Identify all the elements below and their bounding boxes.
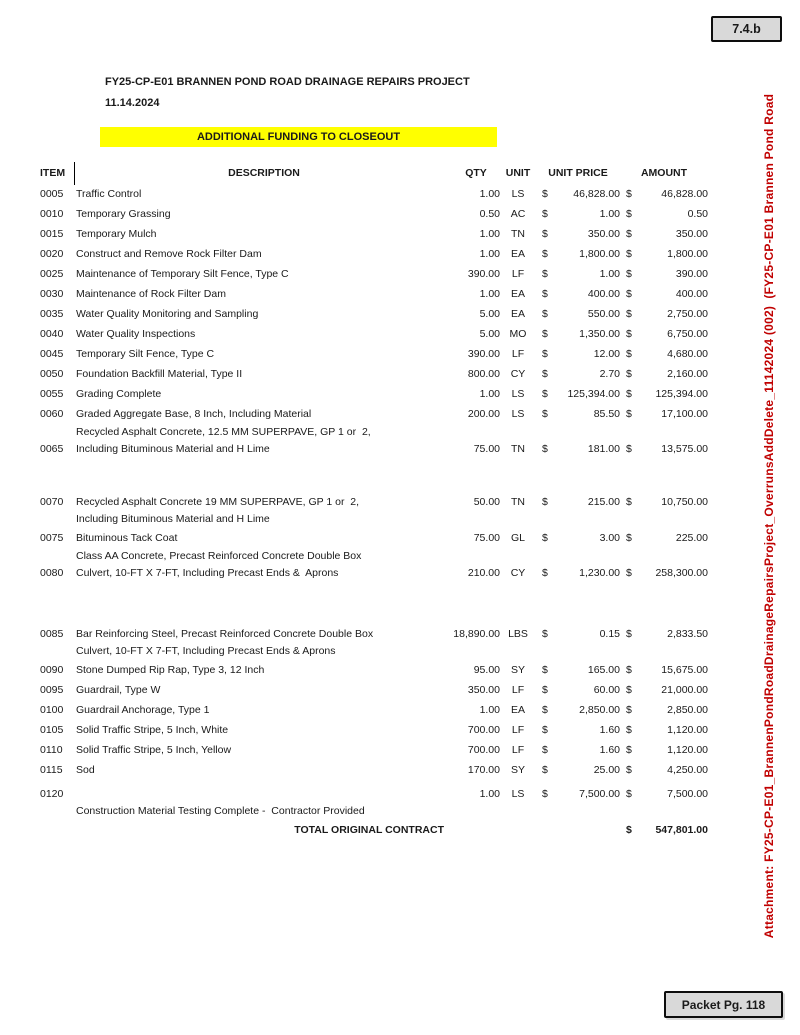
unit-price-value: 350.00	[587, 228, 620, 240]
item-number: 0020	[40, 248, 64, 260]
currency-symbol: $	[626, 408, 632, 420]
description-cell	[76, 786, 452, 820]
item-number: 0055	[40, 388, 64, 400]
item-number: 0005	[40, 188, 64, 200]
description-cell	[76, 548, 452, 582]
qty-value: 390.00	[467, 348, 500, 360]
table-row	[40, 264, 708, 284]
unit-value: CY	[510, 567, 526, 579]
amount-value: 350.00	[675, 228, 708, 240]
item-number: 0070	[40, 496, 64, 508]
column-header-unit-price: UNIT PRICE	[548, 167, 608, 179]
table-row	[40, 660, 708, 680]
unit-price-value: 165.00	[587, 664, 620, 676]
table-row	[40, 204, 708, 224]
table-header-row	[40, 163, 708, 183]
unit-value: LF	[511, 348, 525, 360]
item-number: 0110	[40, 744, 63, 756]
unit-value: LS	[511, 408, 525, 420]
currency-symbol: $	[626, 208, 632, 220]
currency-symbol: $	[626, 328, 632, 340]
description-line: Foundation Backfill Material, Type II	[76, 368, 243, 380]
item-number: 0085	[40, 628, 64, 640]
unit-price-value: 1.00	[599, 268, 620, 280]
currency-symbol: $	[626, 268, 632, 280]
description-line: Grading Complete	[76, 388, 162, 400]
item-number: 0080	[40, 567, 64, 579]
currency-symbol: $	[626, 704, 632, 716]
item-number: 0120	[40, 788, 64, 800]
description-cell	[76, 700, 452, 720]
unit-price-value: 550.00	[587, 308, 620, 320]
description-line: Temporary Mulch	[76, 228, 157, 240]
amount-value: 2,850.00	[667, 704, 708, 716]
agenda-item-tag	[711, 16, 782, 42]
item-number: 0075	[40, 532, 64, 544]
currency-symbol: $	[542, 788, 548, 800]
description-cell	[76, 264, 452, 284]
total-row	[40, 820, 708, 840]
table-row	[40, 304, 708, 324]
table-row	[40, 324, 708, 344]
unit-price-value: 1.00	[599, 208, 620, 220]
currency-symbol: $	[626, 248, 632, 260]
amount-value: 13,575.00	[661, 443, 708, 455]
item-number: 0105	[40, 724, 64, 736]
amount-value: 1,120.00	[667, 744, 708, 756]
currency-symbol: $	[542, 228, 548, 240]
item-number: 0010	[40, 208, 64, 220]
unit-value: LS	[511, 788, 525, 800]
description-cell	[76, 404, 452, 424]
column-header-description: DESCRIPTION	[228, 167, 300, 179]
currency-symbol: $	[542, 764, 548, 776]
table-row	[40, 224, 708, 244]
currency-symbol: $	[626, 368, 632, 380]
item-number: 0060	[40, 408, 64, 420]
qty-value: 5.00	[479, 308, 500, 320]
qty-value: 95.00	[473, 664, 500, 676]
currency-symbol: $	[542, 288, 548, 300]
amount-value: 2,160.00	[667, 368, 708, 380]
agenda-item-tag-label: 7.4.b	[732, 22, 761, 36]
description-line: Bar Reinforcing Steel, Precast Reinforced Concrete Double Box	[76, 628, 374, 640]
description-cell	[76, 284, 452, 304]
description-line: Maintenance of Temporary Silt Fence, Type C	[76, 268, 289, 280]
amount-value: 0.50	[687, 208, 708, 220]
unit-price-value: 46,828.00	[573, 188, 620, 200]
title-block	[105, 72, 470, 114]
qty-value: 0.50	[479, 208, 500, 220]
currency-symbol: $	[542, 348, 548, 360]
table-row	[40, 244, 708, 264]
description-cell	[76, 204, 452, 224]
description-line: Maintenance of Rock Filter Dam	[76, 288, 226, 300]
unit-price-value: 12.00	[593, 348, 620, 360]
qty-value: 170.00	[467, 764, 500, 776]
qty-value: 1.00	[479, 704, 500, 716]
qty-value: 200.00	[467, 408, 500, 420]
qty-value: 1.00	[479, 248, 500, 260]
unit-value: TN	[511, 228, 525, 240]
currency-symbol: $	[626, 443, 632, 455]
table-row	[40, 528, 708, 548]
description-line: Construction Material Testing Complete - Contractor Provided	[76, 805, 365, 817]
description-line: Culvert, 10-FT X 7-FT, Including Precast Ends & Aprons	[76, 567, 339, 579]
unit-price-value: 1.60	[599, 724, 620, 736]
unit-price-value: 125,394.00	[567, 388, 620, 400]
table-row	[40, 786, 708, 820]
item-number: 0030	[40, 288, 64, 300]
unit-price-value: 1,350.00	[579, 328, 620, 340]
amount-value: 1,800.00	[667, 248, 708, 260]
unit-price-value: 1.60	[599, 744, 620, 756]
currency-symbol: $	[626, 724, 632, 736]
currency-symbol: $	[626, 744, 632, 756]
qty-value: 800.00	[467, 368, 500, 380]
funding-banner: ADDITIONAL FUNDING TO CLOSEOUT	[100, 127, 497, 147]
item-number: 0035	[40, 308, 64, 320]
qty-value: 1.00	[479, 388, 500, 400]
currency-symbol: $	[542, 443, 548, 455]
currency-symbol: $	[542, 684, 548, 696]
description-cell	[76, 384, 452, 404]
table-row	[40, 720, 708, 740]
table-row	[40, 626, 708, 660]
unit-value: LF	[511, 268, 525, 280]
total-currency-symbol: $	[626, 824, 632, 836]
item-number: 0095	[40, 684, 64, 696]
text-cursor-caret	[74, 162, 75, 185]
table-row	[40, 740, 708, 760]
amount-value: 4,680.00	[667, 348, 708, 360]
amount-value: 15,675.00	[661, 664, 708, 676]
currency-symbol: $	[626, 228, 632, 240]
description-cell	[76, 424, 452, 458]
unit-value: TN	[511, 443, 525, 455]
description-cell	[76, 244, 452, 264]
qty-value: 1.00	[479, 228, 500, 240]
column-header-unit: UNIT	[505, 167, 531, 179]
unit-price-value: 215.00	[587, 496, 620, 508]
description-line: Temporary Silt Fence, Type C	[76, 348, 215, 360]
description-cell	[76, 364, 452, 384]
currency-symbol: $	[626, 288, 632, 300]
description-line: Graded Aggregate Base, 8 Inch, Including Material	[76, 408, 312, 420]
currency-symbol: $	[542, 744, 548, 756]
currency-symbol: $	[542, 208, 548, 220]
description-cell	[76, 740, 452, 760]
currency-symbol: $	[542, 368, 548, 380]
packet-page-label: Packet Pg. 118	[681, 997, 766, 1012]
description-line: Temporary Grassing	[76, 208, 171, 220]
table-row	[40, 548, 708, 582]
item-number: 0115	[40, 764, 63, 776]
unit-value: AC	[510, 208, 526, 220]
description-line: Guardrail, Type W	[76, 684, 161, 696]
amount-value: 2,833.50	[667, 628, 708, 640]
item-number: 0090	[40, 664, 64, 676]
description-cell	[76, 680, 452, 700]
description-line: Bituminous Tack Coat	[76, 532, 178, 544]
table-row	[40, 184, 708, 204]
currency-symbol: $	[626, 628, 632, 640]
description-line: Including Bituminous Material and H Lime	[76, 513, 270, 525]
amount-value: 4,250.00	[667, 764, 708, 776]
qty-value: 50.00	[473, 496, 500, 508]
description-line: Water Quality Monitoring and Sampling	[76, 308, 259, 320]
description-line	[76, 786, 452, 803]
table-row	[40, 344, 708, 364]
unit-value: EA	[510, 288, 525, 300]
currency-symbol: $	[542, 628, 548, 640]
unit-value: LF	[511, 744, 525, 756]
description-line: Construct and Remove Rock Filter Dam	[76, 248, 262, 260]
unit-value: LBS	[508, 628, 528, 640]
qty-value: 350.00	[467, 684, 500, 696]
column-header-amount: AMOUNT	[640, 167, 688, 179]
table-row	[40, 680, 708, 700]
column-header-qty: QTY	[465, 167, 487, 179]
unit-value: CY	[510, 368, 526, 380]
table-row	[40, 364, 708, 384]
qty-value: 5.00	[479, 328, 500, 340]
unit-price-value: 1,800.00	[579, 248, 620, 260]
amount-value: 258,300.00	[655, 567, 708, 579]
amount-value: 390.00	[675, 268, 708, 280]
total-label: TOTAL ORIGINAL CONTRACT	[294, 824, 444, 836]
unit-value: SY	[510, 764, 525, 776]
unit-price-value: 60.00	[593, 684, 620, 696]
description-line: Guardrail Anchorage, Type 1	[76, 704, 210, 716]
unit-price-value: 400.00	[587, 288, 620, 300]
currency-symbol: $	[626, 764, 632, 776]
unit-value: LF	[511, 724, 525, 736]
currency-symbol: $	[542, 704, 548, 716]
currency-symbol: $	[626, 348, 632, 360]
amount-value: 125,394.00	[655, 388, 708, 400]
currency-symbol: $	[542, 268, 548, 280]
qty-value: 1.00	[479, 288, 500, 300]
description-cell	[76, 720, 452, 740]
unit-value: LF	[511, 684, 525, 696]
currency-symbol: $	[542, 188, 548, 200]
qty-value: 75.00	[473, 443, 500, 455]
description-line: Traffic Control	[76, 188, 142, 200]
description-cell	[76, 304, 452, 324]
description-line: Class AA Concrete, Precast Reinforced Concrete Double Box	[76, 550, 362, 562]
unit-price-value: 7,500.00	[579, 788, 620, 800]
amount-value: 17,100.00	[661, 408, 708, 420]
table-row	[40, 494, 708, 528]
table-row	[40, 424, 708, 458]
unit-value: LS	[511, 388, 525, 400]
qty-value: 1.00	[479, 788, 500, 800]
description-line: Recycled Asphalt Concrete 19 MM SUPERPAVE, GP 1 or 2,	[76, 496, 360, 508]
description-line: Solid Traffic Stripe, 5 Inch, Yellow	[76, 744, 232, 756]
description-line: Sod	[76, 764, 95, 776]
unit-price-value: 25.00	[593, 764, 620, 776]
currency-symbol: $	[626, 567, 632, 579]
currency-symbol: $	[542, 664, 548, 676]
unit-price-value: 2.70	[599, 368, 620, 380]
item-number: 0050	[40, 368, 64, 380]
table-row	[40, 284, 708, 304]
unit-price-value: 3.00	[599, 532, 620, 544]
currency-symbol: $	[542, 408, 548, 420]
unit-value: GL	[510, 532, 525, 544]
currency-symbol: $	[542, 388, 548, 400]
currency-symbol: $	[626, 308, 632, 320]
qty-value: 700.00	[467, 724, 500, 736]
unit-value: EA	[510, 308, 525, 320]
item-number: 0015	[40, 228, 64, 240]
item-number: 0100	[40, 704, 64, 716]
unit-price-value: 85.50	[593, 408, 620, 420]
table-row	[40, 404, 708, 424]
table-rows	[40, 184, 708, 820]
qty-value: 18,890.00	[453, 628, 500, 640]
item-number: 0065	[40, 443, 64, 455]
unit-value: EA	[510, 704, 525, 716]
unit-price-value: 2,850.00	[579, 704, 620, 716]
attachment-sidebar-text: Attachment: FY25-CP-E01_BrannenPondRoadDrainageRepairsProject_OverrunsAddDelete_11142024 (002) (FY25-CP-E01 Brannen Pond Road	[762, 93, 776, 939]
currency-symbol: $	[626, 388, 632, 400]
amount-value: 2,750.00	[667, 308, 708, 320]
description-cell	[76, 660, 452, 680]
currency-symbol: $	[542, 496, 548, 508]
currency-symbol: $	[542, 308, 548, 320]
contract-items-table	[40, 163, 708, 840]
amount-value: 6,750.00	[667, 328, 708, 340]
description-line: Solid Traffic Stripe, 5 Inch, White	[76, 724, 229, 736]
description-line: Water Quality Inspections	[76, 328, 196, 340]
currency-symbol: $	[542, 328, 548, 340]
project-title: FY25-CP-E01 BRANNEN POND ROAD DRAINAGE REPAIRS PROJECT	[105, 76, 470, 88]
unit-value: LS	[511, 188, 525, 200]
currency-symbol: $	[626, 532, 632, 544]
table-row	[40, 384, 708, 404]
column-header-item: ITEM	[40, 167, 66, 179]
amount-value: 10,750.00	[661, 496, 708, 508]
unit-value: MO	[509, 328, 527, 340]
currency-symbol: $	[626, 188, 632, 200]
unit-value: SY	[510, 664, 525, 676]
description-line: Stone Dumped Rip Rap, Type 3, 12 Inch	[76, 664, 265, 676]
table-row	[40, 760, 708, 780]
item-number: 0025	[40, 268, 64, 280]
packet-page-box	[664, 991, 783, 1018]
currency-symbol: $	[542, 724, 548, 736]
amount-value: 225.00	[675, 532, 708, 544]
description-line: Recycled Asphalt Concrete, 12.5 MM SUPERPAVE, GP 1 or 2,	[76, 426, 371, 438]
unit-price-value: 181.00	[587, 443, 620, 455]
currency-symbol: $	[542, 248, 548, 260]
currency-symbol: $	[626, 684, 632, 696]
currency-symbol: $	[626, 664, 632, 676]
qty-value: 1.00	[479, 188, 500, 200]
unit-value: EA	[510, 248, 525, 260]
description-cell	[76, 626, 452, 660]
description-cell	[76, 494, 452, 528]
amount-value: 46,828.00	[661, 188, 708, 200]
total-amount: 547,801.00	[655, 824, 708, 836]
qty-value: 700.00	[467, 744, 500, 756]
currency-symbol: $	[626, 496, 632, 508]
currency-symbol: $	[626, 788, 632, 800]
table-row	[40, 700, 708, 720]
unit-value: TN	[511, 496, 525, 508]
currency-symbol: $	[542, 567, 548, 579]
description-cell	[76, 528, 452, 548]
description-cell	[76, 344, 452, 364]
description-line: Culvert, 10-FT X 7-FT, Including Precast Ends & Aprons	[76, 645, 336, 657]
amount-value: 1,120.00	[667, 724, 708, 736]
unit-price-value: 1,230.00	[579, 567, 620, 579]
amount-value: 400.00	[675, 288, 708, 300]
item-number: 0040	[40, 328, 64, 340]
qty-value: 75.00	[473, 532, 500, 544]
amount-value: 21,000.00	[661, 684, 708, 696]
description-cell	[76, 760, 452, 780]
unit-price-value: 0.15	[599, 628, 620, 640]
description-cell	[76, 224, 452, 244]
qty-value: 390.00	[467, 268, 500, 280]
currency-symbol: $	[542, 532, 548, 544]
item-number: 0045	[40, 348, 64, 360]
project-date: 11.14.2024	[105, 97, 160, 109]
description-cell	[76, 324, 452, 344]
amount-value: 7,500.00	[667, 788, 708, 800]
qty-value: 210.00	[467, 567, 500, 579]
description-cell	[76, 184, 452, 204]
description-line: Including Bituminous Material and H Lime	[76, 443, 270, 455]
